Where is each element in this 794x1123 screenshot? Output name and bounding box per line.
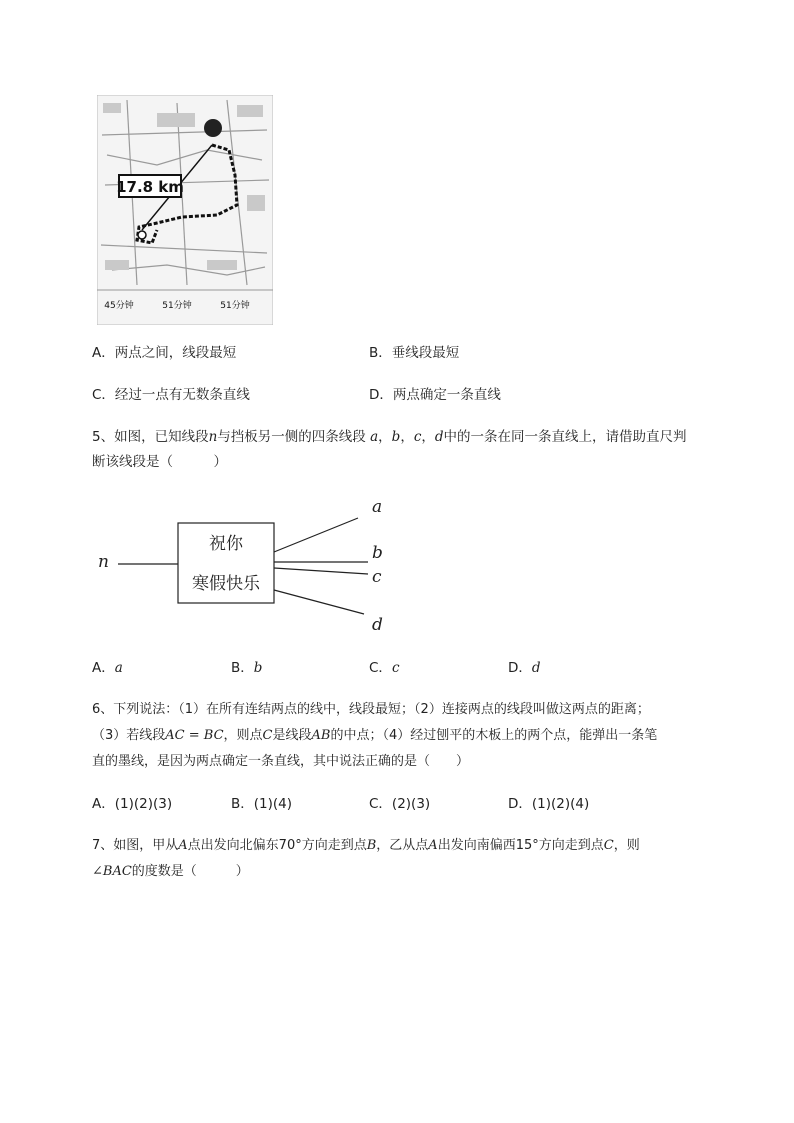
time-label-3: 51分钟 [220, 301, 250, 311]
time-label-1: 45分钟 [104, 301, 134, 311]
board-text-2: 寒假快乐 [192, 574, 260, 594]
label-a: a [372, 497, 383, 517]
board-text-1: 祝你 [209, 534, 243, 554]
label-c: c [372, 567, 382, 587]
destination-marker-icon [204, 119, 222, 137]
segment-c [274, 568, 368, 574]
q6-stem-line2: （3）若线段AC = BC，则点C是线段AB的中点；（4）经过刨平的木板上的两个点，能弹出一条笔 [92, 728, 658, 743]
q6-option-a[interactable]: A．(1)(2)(3) [92, 796, 173, 812]
q4-option-b[interactable]: B．垂线段最短 [369, 345, 460, 361]
q5-option-c[interactable]: C．c [369, 660, 400, 676]
label-n: n [98, 552, 109, 572]
label-b: b [372, 543, 383, 563]
q5-option-b[interactable]: B．b [231, 660, 263, 676]
distance-label: 17.8 km [116, 178, 184, 196]
q5-option-d[interactable]: D．d [508, 660, 541, 676]
time-label-2: 51分钟 [162, 301, 192, 311]
q6-stem-line1: 6、下列说法：（1）在所有连结两点的线中，线段最短；（2）连接两点的线段叫做这两点的距离； [92, 702, 650, 717]
board-lines-figure [90, 490, 400, 640]
q6-option-c[interactable]: C．(2)(3) [369, 796, 431, 812]
q4-option-d[interactable]: D．两点确定一条直线 [369, 387, 501, 403]
route-map-figure [97, 95, 273, 325]
label-d: d [372, 615, 383, 635]
origin-marker-icon [138, 231, 146, 239]
q7-stem-line2: ∠BAC的度数是（ ） [92, 864, 249, 879]
segment-d [274, 590, 364, 614]
q4-option-c[interactable]: C．经过一点有无数条直线 [92, 387, 250, 403]
q4-option-a[interactable]: A．两点之间，线段最短 [92, 345, 237, 361]
q7-stem-line1: 7、如图，甲从A点出发向北偏东70°方向走到点B，乙从点A出发向南偏西15°方向走到点C，则 [92, 838, 640, 853]
q5-stem-line1: 5、如图，已知线段n与挡板另一侧的四条线段 a，b，c，d中的一条在同一条直线上，请借助直尺判 [92, 429, 687, 445]
q6-option-d[interactable]: D．(1)(2)(4) [508, 796, 590, 812]
q6-option-b[interactable]: B．(1)(4) [231, 796, 293, 812]
q5-option-a[interactable]: A．a [92, 660, 123, 676]
segment-a [274, 518, 358, 552]
q6-stem-line3: 直的墨线，是因为两点确定一条直线，其中说法正确的是（ ） [92, 754, 470, 769]
q5-stem-line2: 断该线段是（ ） [92, 454, 227, 470]
